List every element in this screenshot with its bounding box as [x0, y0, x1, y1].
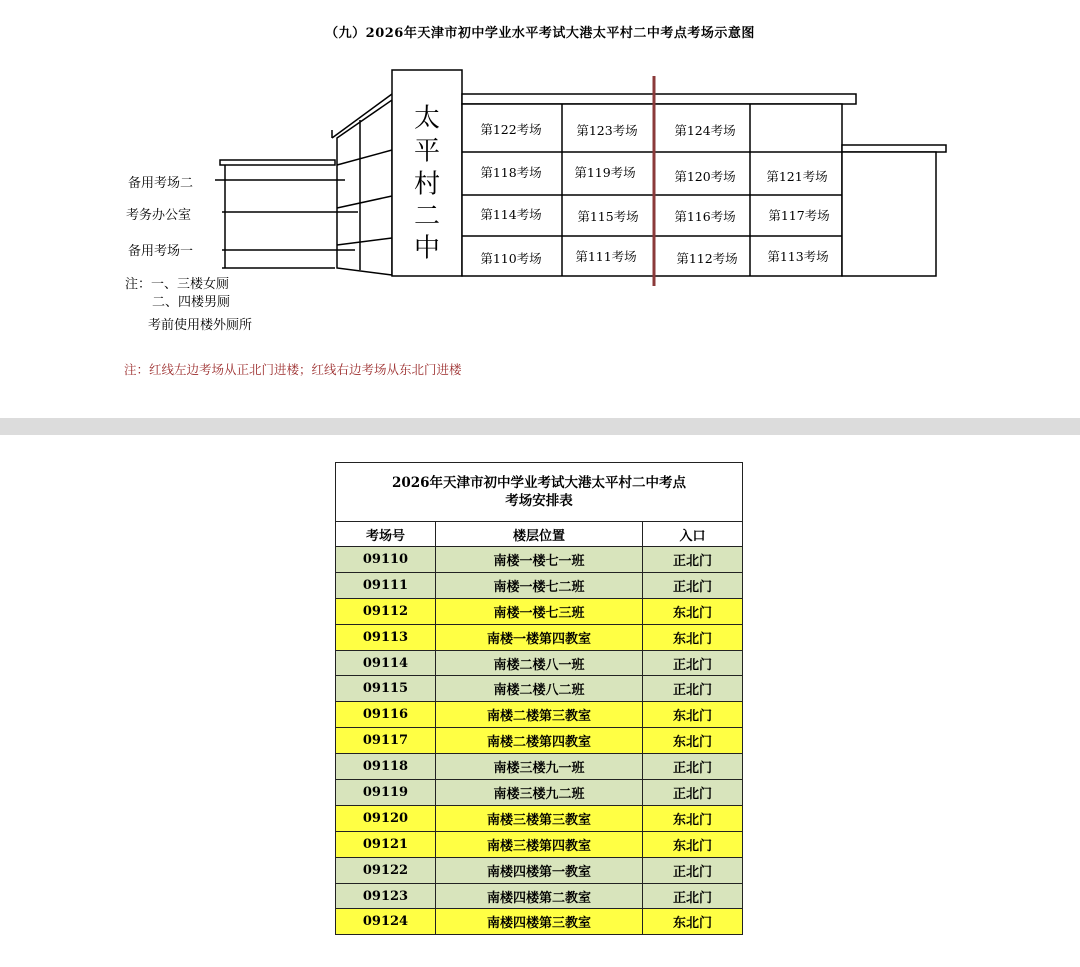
building-name-char: 二 — [413, 201, 440, 232]
room-label: 第122考场 — [480, 122, 542, 137]
table-row — [336, 831, 743, 857]
room-number-cell: 09117 — [336, 728, 436, 754]
exam-room-table-container — [335, 462, 742, 935]
location-cell: 南楼一楼七三班 — [436, 598, 643, 624]
room-label: 第118考场 — [480, 165, 542, 180]
room-label: 第119考场 — [574, 165, 636, 180]
table-row — [336, 702, 743, 728]
entrance-cell: 正北门 — [643, 572, 743, 598]
entrance-cell: 正北门 — [643, 650, 743, 676]
entrance-cell: 正北门 — [643, 676, 743, 702]
location-cell: 南楼二楼八一班 — [436, 650, 643, 676]
location-cell: 南楼四楼第一教室 — [436, 857, 643, 883]
building-name-char: 平 — [413, 136, 440, 167]
location-cell: 南楼二楼八二班 — [436, 676, 643, 702]
location-cell: 南楼三楼第三教室 — [436, 805, 643, 831]
building-name-char: 中 — [413, 233, 440, 264]
entrance-cell: 东北门 — [643, 805, 743, 831]
room-label: 第111考场 — [575, 249, 637, 264]
entrance-cell: 东北门 — [643, 702, 743, 728]
building-name-char: 村 — [413, 169, 440, 200]
entrance-cell: 正北门 — [643, 780, 743, 806]
location-cell: 南楼三楼九二班 — [436, 780, 643, 806]
location-cell: 南楼四楼第三教室 — [436, 909, 643, 935]
building-drawing — [0, 0, 1080, 400]
room-number-cell: 09118 — [336, 754, 436, 780]
column-header-floor-location: 楼层位置 — [436, 522, 643, 547]
room-number-cell: 09114 — [336, 650, 436, 676]
location-cell: 南楼一楼第四教室 — [436, 624, 643, 650]
room-label: 第115考场 — [577, 209, 639, 224]
entrance-cell: 东北门 — [643, 909, 743, 935]
location-cell: 南楼二楼第三教室 — [436, 702, 643, 728]
room-number-cell: 09124 — [336, 909, 436, 935]
table-row — [336, 650, 743, 676]
side-label-backup-room-1: 备用考场一 — [128, 244, 194, 259]
entrance-cell: 东北门 — [643, 831, 743, 857]
room-label: 第120考场 — [674, 169, 736, 184]
entrance-cell: 东北门 — [643, 728, 743, 754]
table-caption-line1: 2026年天津市初中学业考试大港太平村二中考点 — [391, 475, 687, 491]
table-row — [336, 547, 743, 573]
room-label: 第117考场 — [768, 208, 830, 223]
column-header-entrance: 入口 — [643, 522, 743, 547]
room-number-cell: 09110 — [336, 547, 436, 573]
restroom-note: 注：一、三楼女厕 — [125, 277, 230, 292]
room-number-cell: 09122 — [336, 857, 436, 883]
diagram-title: （九）2026年天津市初中学业水平考试大港太平村二中考点考场示意图 — [325, 26, 755, 41]
location-cell: 南楼一楼七二班 — [436, 572, 643, 598]
entrance-cell: 正北门 — [643, 857, 743, 883]
table-row — [336, 728, 743, 754]
room-number-cell: 09119 — [336, 780, 436, 806]
column-header-room-number: 考场号 — [336, 522, 436, 547]
room-label: 第121考场 — [766, 169, 828, 184]
table-row — [336, 883, 743, 909]
room-number-cell: 09123 — [336, 883, 436, 909]
side-label-backup-room-2: 备用考场二 — [128, 176, 194, 191]
table-row — [336, 909, 743, 935]
room-number-cell: 09115 — [336, 676, 436, 702]
table-caption — [336, 463, 743, 522]
room-label: 第116考场 — [674, 209, 736, 224]
location-cell: 南楼三楼九一班 — [436, 754, 643, 780]
room-number-cell: 09121 — [336, 831, 436, 857]
location-cell: 南楼一楼七一班 — [436, 547, 643, 573]
entrance-cell: 东北门 — [643, 598, 743, 624]
table-row — [336, 572, 743, 598]
room-number-cell: 09112 — [336, 598, 436, 624]
entrance-cell: 正北门 — [643, 547, 743, 573]
room-label: 第124考场 — [674, 123, 736, 138]
location-cell: 南楼四楼第二教室 — [436, 883, 643, 909]
building-name-char: 太 — [413, 103, 440, 134]
restroom-note: 考前使用楼外厕所 — [148, 318, 253, 333]
room-label: 第110考场 — [480, 251, 542, 266]
room-number-cell: 09113 — [336, 624, 436, 650]
room-number-cell: 09116 — [336, 702, 436, 728]
section-divider — [0, 418, 1080, 435]
location-cell: 南楼三楼第四教室 — [436, 831, 643, 857]
table-caption-line2: 考场安排表 — [505, 493, 573, 509]
restroom-note: 二、四楼男厕 — [152, 295, 231, 310]
table-row — [336, 676, 743, 702]
entrance-cell: 东北门 — [643, 624, 743, 650]
entrance-cell: 正北门 — [643, 754, 743, 780]
table-row — [336, 780, 743, 806]
room-label: 第123考场 — [576, 123, 638, 138]
location-cell: 南楼二楼第四教室 — [436, 728, 643, 754]
room-number-cell: 09111 — [336, 572, 436, 598]
side-label-exam-office: 考务办公室 — [126, 208, 192, 223]
room-label: 第113考场 — [767, 249, 829, 264]
room-number-cell: 09120 — [336, 805, 436, 831]
table-row — [336, 805, 743, 831]
table-row — [336, 857, 743, 883]
room-label: 第114考场 — [480, 207, 542, 222]
room-label: 第112考场 — [676, 251, 738, 266]
exam-room-table — [335, 462, 743, 935]
table-row — [336, 624, 743, 650]
table-row — [336, 598, 743, 624]
entrance-note: 注：红线左边考场从正北门进楼；红线右边考场从东北门进楼 — [124, 362, 462, 377]
table-row — [336, 754, 743, 780]
entrance-cell: 正北门 — [643, 883, 743, 909]
